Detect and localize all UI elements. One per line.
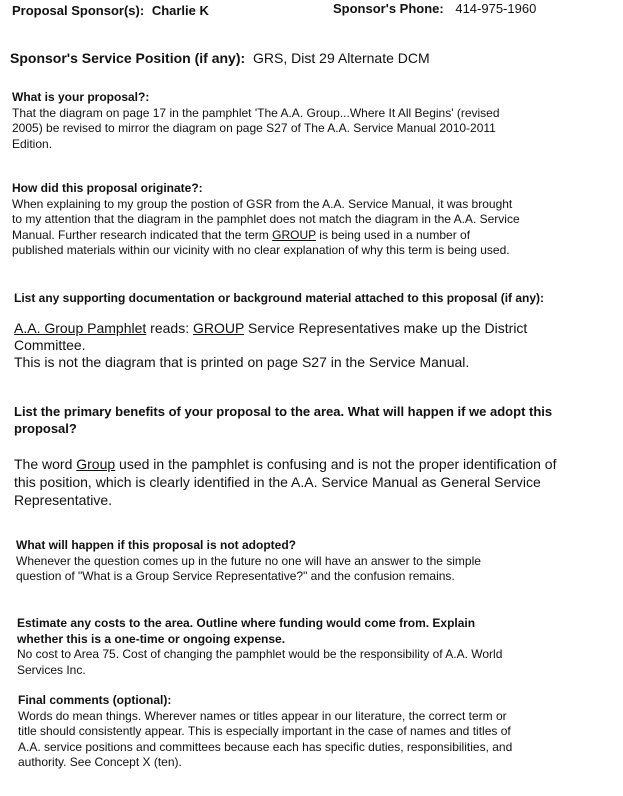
origin-line: When explaining to my group the postion of GSR from the A.A. Service Manual, it was brought (12, 196, 513, 211)
benefits-section (14, 455, 556, 509)
sponsor-value: Charlie K (151, 3, 209, 18)
origin-line: published materials within our vicinity with no clear explanation of why this term is being used. (12, 243, 510, 257)
sponsor-line (12, 3, 209, 18)
service-position-value: GRS, Dist 29 Alternate DCM (253, 50, 430, 66)
final-line: Words do mean things. Wherever names or titles appear in our literature, the correct term or (18, 708, 507, 723)
final-line: A.A. service positions and committees because each has specific duties, responsibilities, and (18, 739, 513, 754)
not-adopted-section (16, 538, 481, 585)
final-section (18, 693, 512, 771)
not-adopted-heading: What will happen if this proposal is not adopted? (16, 538, 296, 552)
benefits-line (14, 455, 556, 473)
benefits-line-part: used in the pamphlet is confusing and is not the proper identification of (115, 456, 557, 472)
service-position-label: Sponsor's Service Position (if any): (10, 50, 246, 66)
proposal-line: Edition. (12, 136, 53, 151)
final-heading: Final comments (optional): (18, 693, 172, 707)
benefits-line-part: The word (14, 456, 77, 472)
costs-heading-line: whether this is a one-time or ongoing expense. (17, 631, 286, 646)
benefits-term-group: Group (76, 456, 116, 472)
proposal-line: That the diagram on page 17 in the pamphlet 'The A.A. Group...Where It All Begins' (revised (12, 105, 500, 120)
origin-heading: How did this proposal originate?: (12, 181, 203, 195)
documentation-section (14, 320, 527, 371)
costs-line: No cost to Area 75. Cost of changing the pamphlet would be the responsibility of A.A. World (17, 647, 503, 661)
not-adopted-line: question of "What is a Group Service Representative?" and the confusion remains. (16, 569, 455, 583)
documentation-line-part: reads: (146, 320, 193, 336)
documentation-line-part: Service Representatives make up the District (244, 320, 528, 336)
origin-line: to my attention that the diagram in the pamphlet does not match the diagram in the A.A. Service (12, 212, 520, 226)
benefits-line: Representative. (14, 492, 113, 508)
origin-term-group: GROUP (272, 227, 316, 242)
documentation-line (14, 320, 527, 337)
final-line: title should consistently appear. This is especially important in the case of names and titles of (18, 724, 511, 738)
proposal-section (12, 90, 500, 152)
costs-line: Services Inc. (17, 662, 86, 677)
sponsor-label: Proposal Sponsor(s): (12, 3, 145, 18)
proposal-heading: What is your proposal?: (12, 90, 150, 104)
origin-section (12, 181, 520, 259)
documentation-heading: List any supporting documentation or background material attached to this proposal (if any): (14, 291, 545, 305)
phone-line (333, 1, 536, 16)
proposal-line: 2005) be revised to mirror the diagram on page S27 of The A.A. Service Manual 2010-2011 (12, 121, 496, 135)
documentation-line: This is not the diagram that is printed on page S27 in the Service Manual. (14, 354, 470, 370)
benefits-heading-line: List the primary benefits of your proposal to the area. What will happen if we adopt this (14, 404, 553, 419)
benefits-heading (14, 403, 552, 437)
documentation-line: Committee. (14, 337, 86, 353)
final-line: authority. See Concept X (ten). (18, 755, 182, 769)
origin-line-part: Manual. Further research indicated that the term (12, 227, 273, 242)
service-position-line (10, 50, 430, 66)
benefits-line: this position, which is clearly identified in the A.A. Service Manual as General Service (14, 474, 541, 490)
phone-value: 414-975-1960 (455, 1, 537, 16)
documentation-term-group: GROUP (193, 320, 245, 336)
origin-line-part: is being used in a number of (315, 227, 471, 242)
costs-heading-line: Estimate any costs to the area. Outline where funding would come from. Explain (17, 616, 476, 630)
costs-section (17, 616, 502, 678)
not-adopted-line: Whenever the question comes up in the future no one will have an answer to the simple (16, 553, 481, 568)
origin-line (12, 228, 520, 244)
benefits-heading-line: proposal? (14, 421, 77, 436)
documentation-pamphlet-ref: A.A. Group Pamphlet (14, 320, 147, 336)
phone-label: Sponsor's Phone: (333, 1, 444, 16)
